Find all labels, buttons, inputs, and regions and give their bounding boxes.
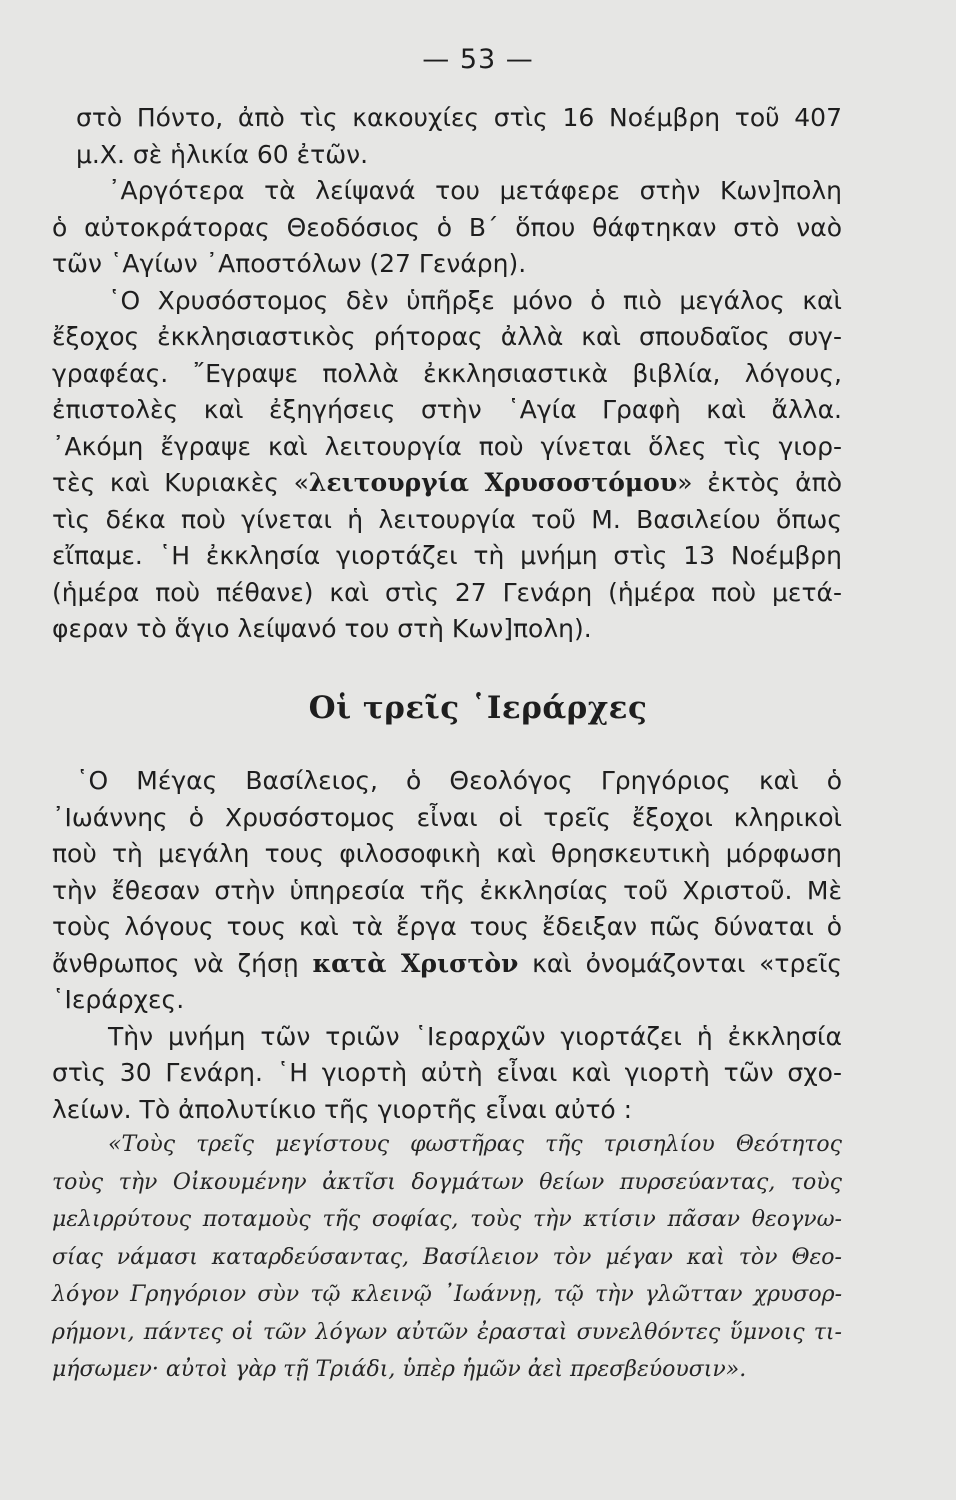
page-number: — 53 — <box>422 44 534 75</box>
text-line: λείων. Τὸ ἀπολυτίκιο τῆς γιορτῆς εἶναι αὐτό : <box>52 1094 633 1124</box>
hymn-line: τοὺς τὴν Οἰκουμένην ἀκτῖσι δογμάτων θείων πυρσεύαντας, τοὺς <box>52 1169 842 1195</box>
text-line: τὶς δέκα ποὺ γίνεται ἡ λειτουργία τοῦ Μ. Βασιλείου ὅπως <box>52 504 842 534</box>
hymn-line: μελιρρύτους ποταμοὺς τῆς σοφίας, τοὺς τὴν κτίσιν πᾶσαν θεογνω- <box>52 1207 842 1232</box>
text-line: ᾿Ακόμη ἔγραψε καὶ λειτουργία ποὺ γίνεται ὅλες τὶς γιορ- <box>52 431 842 461</box>
text-line: εἴπαμε. ῾Η ἐκκλησία γιορτάζει τὴ μνήμη στὶς 13 Νοέμβρη <box>52 541 842 570</box>
text-line: ἐπιστολὲς καὶ ἐξηγήσεις στὴν ῾Αγία Γραφὴ καὶ ἄλλα. <box>52 395 842 424</box>
text-line: τῶν ῾Αγίων ᾿Αποστόλων (27 Γενάρη). <box>52 249 527 278</box>
paragraph-block-2 <box>52 763 842 1128</box>
text-line: τὴν ἔθεσαν στὴν ὑπηρεσία τῆς ἐκκλησίας τοῦ Χριστοῦ. Μὲ <box>52 875 842 905</box>
text-fragment: καὶ ὀνομάζονται «τρεῖς <box>518 948 842 978</box>
text-line: μ.Χ. σὲ ἡλικία 60 ἐτῶν. <box>76 139 369 169</box>
text-line: ῾Ο Χρυσόστομος δὲν ὑπῆρξε μόνο ὁ πιὸ μεγάλος καὶ <box>108 285 842 315</box>
text-line: στὸ Πόντο, ἀπὸ τὶς κακουχίες στὶς 16 Νοέμβρη τοῦ 407 <box>76 103 842 132</box>
text-line: ἔξοχος ἐκκλησιαστικὸς ρήτορας ἀλλὰ καὶ σπουδαῖος συγ- <box>52 322 842 351</box>
text-line: στὶς 30 Γενάρη. ῾Η γιορτὴ αὐτὴ εἶναι καὶ γιορτὴ τῶν σχο- <box>52 1058 842 1087</box>
text-line: ὁ αὐτοκράτορας Θεοδόσιος ὁ Β΄ ὅπου θάφτηκαν στὸ ναὸ <box>52 212 842 242</box>
text-line: γραφέας. ῎Εγραψε πολλὰ ἐκκλησιαστικὰ βιβλία, λόγους, <box>52 358 842 388</box>
text-fragment: ἄνθρωπος νὰ ζήσῃ <box>52 948 313 978</box>
text-line: (ἡμέρα ποὺ πέθανε) καὶ στὶς 27 Γενάρη (ἡμέρα ποὺ μετά- <box>52 577 842 607</box>
text-fragment: τὲς καὶ Κυριακὲς « <box>52 468 309 497</box>
hymn-text <box>52 1126 842 1389</box>
section-heading: Οἱ τρεῖς ῾Ιεράρχες <box>308 690 648 726</box>
text-line: ῾Ο Μέγας Βασίλειος, ὁ Θεολόγος Γρηγόριος καὶ ὁ <box>76 766 842 795</box>
bold-phrase: κατὰ Χριστὸν <box>312 948 519 978</box>
paragraph-block-1 <box>52 100 842 648</box>
text-line <box>52 946 842 983</box>
text-line <box>52 465 842 502</box>
text-fragment: » ἐκτὸς ἀπὸ <box>677 468 842 497</box>
text-line: ᾿Ιωάννης ὁ Χρυσόστομος εἶναι οἱ τρεῖς ἔξοχοι κληρικοὶ <box>52 802 842 832</box>
text-line: ᾿Αργότερα τὰ λείψανά του μετάφερε στὴν Κων]πολη <box>108 176 842 205</box>
hymn-line: ρήμονι, πάντες οἱ τῶν λόγων αὐτῶν ἐρασταὶ συνελθόντες ὕμνοις τι- <box>52 1319 842 1345</box>
text-line: τοὺς λόγους τους καὶ τὰ ἔργα τους ἔδειξαν πῶς δύναται ὁ <box>52 912 842 941</box>
hymn-line: λόγον Γρηγόριον σὺν τῷ κλεινῷ ᾿Ιωάννῃ, τῷ τὴν γλῶτταν χρυσορ- <box>52 1282 842 1307</box>
hymn-line: μήσωμεν· αὐτοὶ γὰρ τῇ Τριάδι, ὑπὲρ ἡμῶν ἀεὶ πρεσβεύουσιν». <box>52 1357 747 1382</box>
bold-title: λειτουργία Χρυσοστόμου <box>308 468 678 497</box>
text-line: Τὴν μνήμη τῶν τριῶν ῾Ιεραρχῶν γιορτάζει ἡ ἐκκλησία <box>108 1021 842 1051</box>
hymn-line: «Τοὺς τρεῖς μεγίστους φωστῆρας τῆς τρισηλίου Θεότητος <box>108 1132 842 1157</box>
text-line: ποὺ τὴ μεγάλη τους φιλοσοφικὴ καὶ θρησκευτικὴ μόρφωση <box>52 839 842 868</box>
text-line: φεραν τὸ ἅγιο λείψανό του στὴ Κων]πολη). <box>52 614 592 643</box>
text-line: ῾Ιεράρχες. <box>52 985 185 1014</box>
hymn-line: σίας νάμασι καταρδεύσαντας, Βασίλειον τὸν μέγαν καὶ τὸν Θεο- <box>52 1244 842 1270</box>
